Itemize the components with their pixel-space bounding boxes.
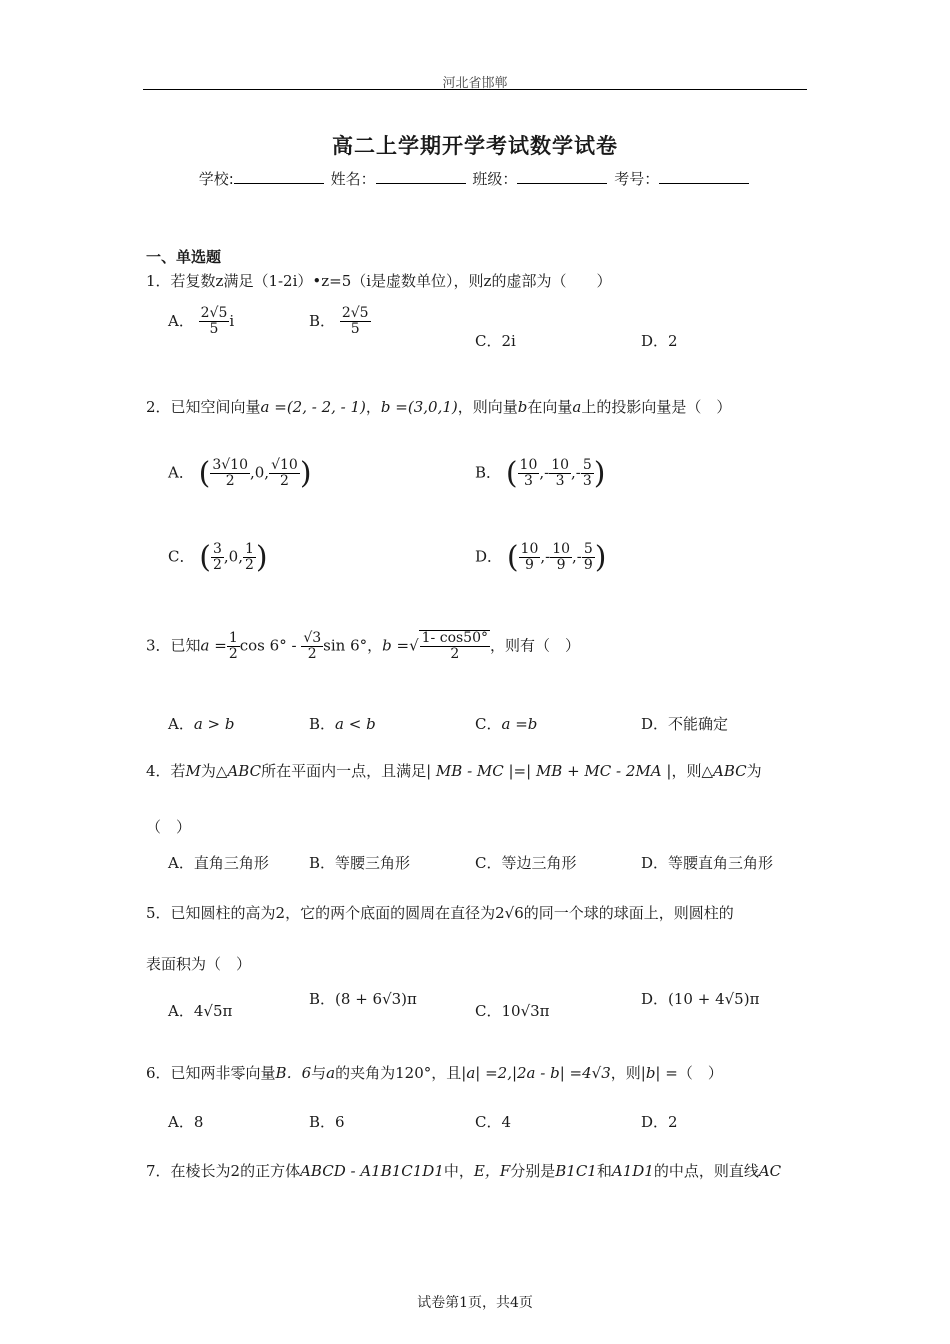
var-b: b — [517, 398, 528, 416]
right-paren: ) — [593, 456, 606, 491]
numerator: 5 — [582, 456, 592, 473]
stem-text: ，且 — [431, 1064, 462, 1082]
b-expr: b = — [382, 636, 410, 655]
option-label: B． — [309, 990, 336, 1008]
denominator: 3 — [555, 473, 565, 489]
triangle-abc: △ABC — [215, 762, 262, 780]
denominator: 5 — [350, 321, 360, 338]
option-expr: a > b — [193, 715, 235, 733]
stem-text: 分别是 — [510, 1162, 556, 1180]
separator: ,- — [539, 463, 550, 482]
option-label: A． — [168, 463, 194, 482]
header-divider — [143, 89, 807, 90]
stem-text: 5．已知圆柱的高为2，它的两个底面的圆周在直径为 — [146, 904, 496, 922]
angle-value: 120° — [395, 1064, 432, 1082]
page-title: 高二上学期开学考试数学试卷 — [332, 133, 618, 158]
exam-no-label: 考号： — [614, 170, 660, 188]
stem-text: 中， — [443, 1162, 474, 1180]
option-label: A． — [168, 311, 194, 330]
denominator: 3 — [582, 473, 592, 489]
separator: ,0, — [250, 463, 270, 482]
q1-option-a — [168, 306, 234, 338]
stem-text: 3．已知 — [146, 636, 201, 655]
fraction — [519, 542, 541, 574]
option-expr: (8 + 6√3)π — [335, 990, 417, 1008]
numerator: 2√5 — [200, 305, 228, 321]
question-4-stem — [146, 760, 762, 781]
right-paren: ) — [255, 540, 268, 575]
stem-text: 的中点，则直线 — [653, 1162, 759, 1180]
imag-unit: i — [229, 311, 235, 330]
denominator: 3 — [523, 473, 533, 489]
denominator: 9 — [556, 557, 566, 573]
vector-condition: | MB - MC |=| MB + MC - 2MA | — [426, 762, 672, 780]
option-expr: 4√5π — [193, 1002, 233, 1020]
points-ef: E，F — [473, 1162, 511, 1180]
q6-option-c: C．4 — [475, 1113, 512, 1131]
fraction — [269, 458, 300, 490]
comma: ， — [367, 636, 383, 655]
numerator: 10 — [519, 456, 538, 473]
numerator: √10 — [271, 456, 298, 473]
denominator: 9 — [583, 557, 593, 573]
option-label: B． — [309, 311, 336, 330]
q4-option-b: B．等腰三角形 — [309, 854, 411, 872]
option-label: C． — [168, 547, 195, 566]
stem-text: 和 — [596, 1162, 612, 1180]
q4-option-c: C．等边三角形 — [475, 854, 577, 872]
option-expr: (10 + 4√5)π — [668, 990, 760, 1008]
line-ac: AC — [758, 1162, 782, 1180]
vector-b-expr: b =(3,0,1) — [380, 398, 458, 416]
a-expr: a = — [200, 636, 227, 655]
name-label: 姓名： — [330, 170, 376, 188]
segment-a1d1: A1D1 — [611, 1162, 654, 1180]
fraction — [549, 458, 571, 490]
option-label: C． — [475, 715, 502, 733]
q5-option-d — [641, 988, 759, 1009]
stem-text: 在向量 — [527, 398, 573, 416]
denominator: 2 — [212, 557, 222, 573]
left-paren: ( — [506, 540, 519, 575]
left-paren: ( — [199, 540, 211, 575]
q6-option-b: B．6 — [309, 1113, 345, 1131]
option-label: B． — [475, 463, 502, 482]
question-6-stem — [146, 1062, 723, 1083]
left-paren: ( — [505, 456, 518, 491]
diameter-value: 2√6 — [495, 904, 524, 922]
q4-option-d: D．等腰直角三角形 — [641, 854, 774, 872]
fraction — [211, 542, 224, 574]
comma: ， — [365, 398, 381, 416]
q2-option-d — [475, 540, 607, 575]
fraction — [210, 458, 250, 490]
fraction — [243, 542, 256, 574]
triangle-abc: △ABC — [701, 762, 747, 780]
stem-text: 2．已知空间向量 — [146, 398, 261, 416]
point-m: M — [185, 762, 201, 780]
student-info-line — [0, 168, 950, 189]
separator: ,- — [540, 547, 551, 566]
option-label: A． — [168, 1002, 194, 1020]
option-label: A． — [168, 715, 194, 733]
fraction — [518, 458, 540, 490]
separator: ,- — [572, 547, 582, 566]
question-5-stem-line-1 — [146, 902, 734, 923]
numerator: 10 — [551, 456, 570, 473]
header-region: 河北省邯郸 — [442, 76, 508, 91]
fraction — [301, 631, 323, 663]
denominator: 2 — [225, 473, 235, 489]
q6-option-d: D．2 — [641, 1113, 678, 1131]
stem-text: ，则 — [671, 762, 702, 780]
name-blank[interactable] — [376, 169, 466, 184]
fraction — [581, 458, 594, 490]
denominator: 9 — [524, 557, 534, 573]
q3-option-b — [309, 713, 376, 734]
numerator: 5 — [583, 540, 593, 557]
numerator: 1 — [245, 540, 254, 557]
radicand-fraction — [419, 630, 490, 663]
numerator: 1 — [228, 629, 238, 646]
q5-option-a — [168, 1000, 232, 1021]
option-label: D． — [475, 547, 503, 566]
numerator: 10 — [520, 540, 539, 557]
stem-text: 为 — [200, 762, 216, 780]
magnitude-condition: |a| =2,|2a - b| =4√3 — [461, 1064, 611, 1082]
q5-option-c — [475, 1000, 550, 1021]
var-b: B．6 — [275, 1064, 312, 1082]
q1-a-fraction — [199, 306, 230, 338]
var-a: a — [326, 1064, 336, 1082]
school-blank[interactable] — [234, 169, 324, 184]
exam-no-blank[interactable] — [659, 169, 749, 184]
target-expr: |b| = — [640, 1064, 678, 1082]
numerator: 1- cos50° — [421, 630, 488, 646]
denominator: 2 — [280, 473, 289, 489]
page-footer: 试卷第1页，共4页 — [417, 1295, 533, 1311]
denominator: 2 — [228, 645, 238, 662]
class-blank[interactable] — [517, 169, 607, 184]
fraction — [227, 631, 240, 663]
denominator: 5 — [209, 321, 219, 338]
right-paren: ) — [299, 456, 312, 491]
option-label: B． — [309, 715, 336, 733]
option-expr: a =b — [501, 715, 538, 733]
fraction — [582, 542, 595, 574]
var-a: a — [572, 398, 582, 416]
sqrt-sign: √ — [409, 636, 419, 655]
stem-text: 为 — [746, 762, 762, 780]
vector-a-expr: a =(2, - 2, - 1) — [260, 398, 366, 416]
numerator: 2√5 — [341, 305, 369, 321]
q1-option-b — [309, 306, 371, 338]
separator: ,- — [571, 463, 581, 482]
stem-text: ，则有（ ） — [490, 636, 581, 655]
question-4-paren: （ ） — [146, 818, 192, 836]
option-expr: a < b — [335, 715, 376, 733]
q2-option-b — [475, 456, 606, 491]
separator: ,0, — [223, 547, 243, 566]
q6-option-a: A．8 — [168, 1113, 204, 1131]
right-paren: ) — [594, 540, 607, 575]
denominator: 2 — [450, 646, 460, 663]
numerator: 3 — [212, 540, 222, 557]
segment-b1c1: B1C1 — [555, 1162, 597, 1180]
numerator: √3 — [303, 629, 322, 646]
stem-text: 所在平面内一点，且满足 — [261, 762, 427, 780]
option-label: C． — [475, 1002, 502, 1020]
stem-text: 的夹角为 — [335, 1064, 396, 1082]
q1-option-d: D．2 — [641, 332, 678, 350]
denominator: 2 — [245, 557, 254, 573]
stem-text: 的同一个球的球面上，则圆柱的 — [523, 904, 734, 922]
section-heading: 一、单选题 — [146, 248, 222, 266]
stem-text: 上的投影向量是（ ） — [581, 398, 732, 416]
question-1-stem: 1．若复数z满足（1-2i）•z=5（i是虚数单位），则z的虚部为（ ） — [146, 272, 612, 290]
q1-option-c: C．2i — [475, 332, 516, 350]
stem-text: ，则向量 — [457, 398, 518, 416]
denominator: 2 — [307, 645, 317, 662]
option-expr: 10√3π — [501, 1002, 550, 1020]
stem-text: 与 — [311, 1064, 327, 1082]
answer-paren: （ ） — [677, 1064, 723, 1082]
school-label: 学校: — [198, 170, 234, 188]
q3-option-a — [168, 713, 235, 734]
question-2-stem — [146, 396, 731, 417]
q5-option-b — [309, 988, 417, 1009]
question-3-stem — [146, 630, 580, 663]
q3-option-c — [475, 713, 537, 734]
q4-option-a: A．直角三角形 — [168, 854, 269, 872]
numerator: 3√10 — [212, 456, 248, 473]
stem-text: 7．在棱长为2的正方体 — [146, 1162, 301, 1180]
stem-text: 4．若 — [146, 762, 186, 780]
fraction — [550, 542, 572, 574]
numerator: 10 — [552, 540, 571, 557]
option-label: D． — [641, 990, 669, 1008]
stem-text: 6．已知两非零向量 — [146, 1064, 276, 1082]
question-5-stem-line-2: 表面积为（ ） — [146, 955, 252, 973]
sin-term: sin 6° — [323, 636, 368, 655]
q2-option-a — [168, 456, 312, 491]
cube-name: ABCD - A1B1C1D1 — [300, 1162, 444, 1180]
q3-option-d: D．不能确定 — [641, 715, 729, 733]
question-7-stem — [146, 1160, 781, 1181]
q2-option-c — [168, 540, 268, 575]
class-label: 班级： — [472, 170, 518, 188]
stem-text: ，则 — [610, 1064, 641, 1082]
left-paren: ( — [198, 456, 211, 491]
cos-term: cos 6° - — [239, 636, 297, 655]
q1-b-fraction — [340, 306, 371, 338]
